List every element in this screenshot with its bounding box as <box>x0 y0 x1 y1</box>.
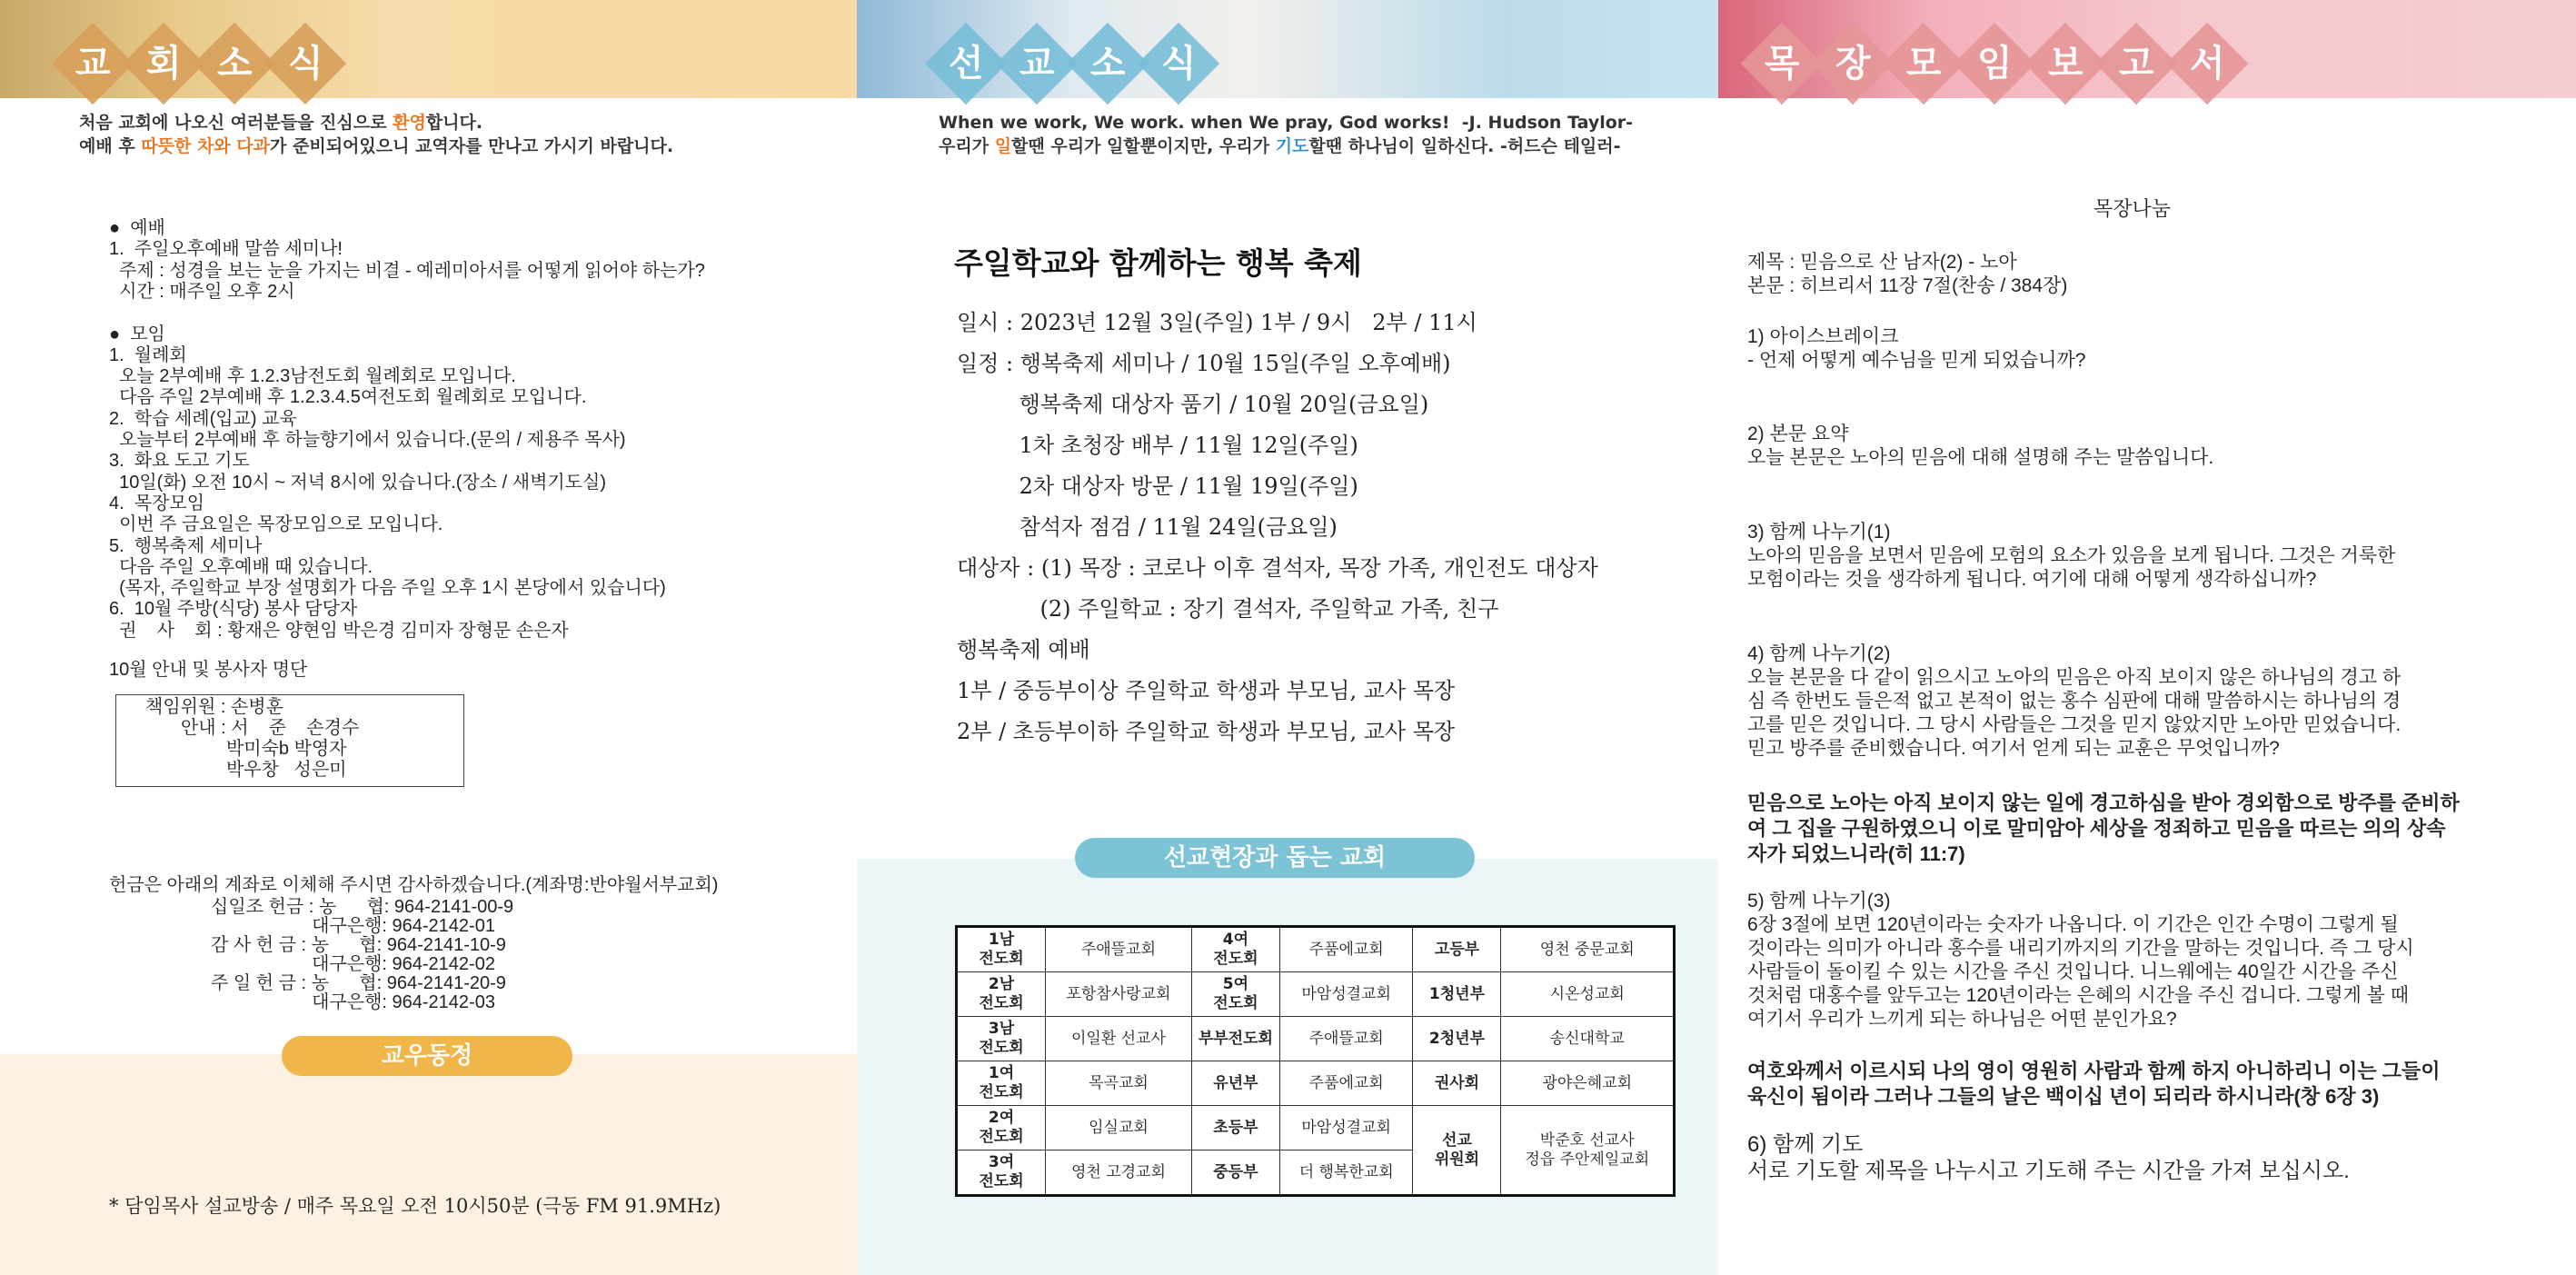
table-cell: 3여 전도회 <box>957 1150 1046 1196</box>
discussion-line: 3) 함께 나누기(1) <box>1747 522 1891 543</box>
announcement-line: 3. 화요 도고 기도 <box>109 451 250 472</box>
announcement-line: 이번 주 금요일은 목장모임으로 모입니다. <box>109 514 443 535</box>
announcement-line: (목자, 주일학교 부장 설명회가 다음 주일 오후 1시 본당에서 있습니다) <box>109 578 666 599</box>
festival-line: 2부 / 초등부이하 주일학교 학생과 부모님, 교사 목장 <box>957 719 1456 744</box>
cell-report-banner <box>1718 0 2576 98</box>
festival-line: 행복축제 예배 <box>957 637 1090 662</box>
volunteer-title: 10월 안내 및 봉사자 명단 <box>109 660 308 680</box>
scripture-verse-line: 믿음으로 노아는 아직 보이지 않는 일에 경고하심을 받아 경외함으로 방주를 준비하 <box>1747 792 2460 814</box>
table-cell: 2남 전도회 <box>957 972 1046 1017</box>
banner-title: 교 회 소 식 <box>64 35 334 93</box>
discussion-line: 모험이라는 것을 생각하게 됩니다. 여기에 대해 어떻게 생각하십니까? <box>1747 569 2317 590</box>
volunteer-line: 책임위원 : 손병훈 <box>145 697 283 717</box>
table-cell: 고등부 <box>1413 927 1501 972</box>
offering-intro: 헌금은 아래의 계좌로 이체해 주시면 감사하겠습니다.(계좌명:반야월서부교회) <box>109 875 719 895</box>
table-row <box>957 1061 1675 1106</box>
volunteer-line: 안내 : 서 준 손경수 <box>145 718 360 738</box>
discussion-line: 6장 3절에 보면 120년이라는 숫자가 나옵니다. 이 기간은 인간 수명이 그렇게 될 <box>1747 914 2399 935</box>
welcome-line: 처음 교회에 나오신 여러분들을 진심으로 환영합니다. <box>79 113 483 133</box>
announcement-line: ● 예배 <box>109 218 165 238</box>
table-cell: 마암성결교회 <box>1279 1106 1413 1150</box>
table-cell: 초등부 <box>1191 1106 1279 1150</box>
table-cell: 선교 위원회 <box>1413 1106 1501 1196</box>
church-news-panel <box>0 0 857 1275</box>
festival-line: (2) 주일학교 : 장기 결석자, 주일학교 가족, 친구 <box>957 596 1499 622</box>
table-cell: 이일환 선교사 <box>1046 1017 1192 1061</box>
cell-report-panel <box>1718 0 2576 1275</box>
announcement-line: 10일(화) 오전 10시 ~ 저녁 8시에 있습니다.(장소 / 새벽기도실) <box>109 472 607 493</box>
discussion-line: 것처럼 대홍수를 앞두고는 120년이라는 은혜의 시간을 주신 겁니다. 그렇게 볼 때 <box>1747 985 2410 1006</box>
festival-line: 참석자 점검 / 11월 24일(금요일) <box>957 514 1338 540</box>
scripture-verse-line: 자가 되었느니라(히 11:7) <box>1747 842 1965 865</box>
offering-line: 감 사 헌 금 : 농 협: 964-2141-10-9 <box>211 935 506 955</box>
discussion-line: 것이라는 의미가 아니라 홍수를 내리기까지의 기간을 말하는 것입니다. 즉 그 당시 <box>1747 938 2414 959</box>
table-cell: 영천 고경교회 <box>1046 1150 1192 1196</box>
table-row <box>957 927 1675 972</box>
banner-title: 선 교 소 식 <box>937 35 1208 93</box>
festival-line: 1부 / 중등부이상 주일학교 학생과 부모님, 교사 목장 <box>957 678 1456 703</box>
mission-news-panel <box>857 0 1718 1275</box>
table-cell: 더 행복한교회 <box>1279 1150 1413 1196</box>
offering-line: 대구은행: 964-2142-03 <box>211 992 495 1012</box>
table-cell: 4여 전도회 <box>1191 927 1279 972</box>
table-cell: 광야은혜교회 <box>1501 1061 1675 1106</box>
bottom-band <box>0 1054 857 1275</box>
discussion-line: 고를 믿은 것입니다. 그 당시 사람들은 그것을 믿지 않았지만 노아만 믿었습니다. <box>1747 714 2402 735</box>
table-cell: 1여 전도회 <box>957 1061 1046 1106</box>
table-cell: 송신대학교 <box>1501 1017 1675 1061</box>
festival-line: 대상자 : (1) 목장 : 코로나 이후 결석자, 목장 가족, 개인전도 대상자 <box>957 555 1598 581</box>
table-cell: 영천 중문교회 <box>1501 927 1675 972</box>
table-cell: 주애뜰교회 <box>1046 927 1192 972</box>
discussion-line: 믿고 방주를 준비했습니다. 여기서 얻게 되는 교훈은 무엇입니까? <box>1747 738 2280 759</box>
table-cell: 포항참사랑교회 <box>1046 972 1192 1017</box>
discussion-line: 오늘 본문을 다 같이 읽으시고 노아의 믿음은 아직 보이지 않은 하나님의 경고 하 <box>1747 667 2402 688</box>
offering-line: 대구은행: 964-2142-02 <box>211 954 495 974</box>
discussion-line: 사람들이 돌이킬 수 있는 시간을 주신 것입니다. 니느웨에는 40일간 시간을 주신 <box>1747 961 2399 982</box>
festival-line: 행복축제 대상자 품기 / 10월 20일(금요일) <box>957 392 1429 417</box>
table-cell: 목곡교회 <box>1046 1061 1192 1106</box>
announcement-line: 오늘부터 2부예배 후 하늘향기에서 있습니다.(문의 / 제용주 목사) <box>109 430 626 450</box>
quote-english: When we work, We work. when We pray, God works! -J. Hudson Taylor- <box>939 113 1634 133</box>
announcement-line: 다음 주일 2부예배 후 1.2.3.4.5여전도회 월례회로 모입니다. <box>109 387 587 408</box>
scripture-verse-line: 여 그 집을 구원하였으니 이로 말미암아 세상을 정죄하고 믿음을 따르는 의의 상속 <box>1747 817 2446 840</box>
discussion-line: 1) 아이스브레이크 <box>1747 326 1899 347</box>
discussion-line: 4) 함께 나누기(2) <box>1747 643 1891 664</box>
table-cell: 3남 전도회 <box>957 1017 1046 1061</box>
announcement-line: 주제 : 성경을 보는 눈을 가지는 비결 - 예레미아서를 어떻게 읽어야 하는가? <box>109 260 705 281</box>
festival-line: 일정 : 행복축제 세미나 / 10월 15일(주일 오후예배) <box>957 351 1451 376</box>
quote-korean: 우리가 일할땐 우리가 일할뿐이지만, 우리가 기도할땐 하나님이 일하신다. -허드슨 테일러- <box>939 136 1621 156</box>
announcement-line: ● 모임 <box>109 324 165 344</box>
announcement-line: 권 사 회 : 황재은 양현임 박은경 김미자 장형문 손은자 <box>109 620 569 641</box>
sermon-text: 본문 : 히브리서 11장 7절(찬송 / 384장) <box>1747 275 2068 296</box>
discussion-line: 서로 기도할 제목을 나누시고 기도해 주는 시간을 가져 보십시오. <box>1747 1159 2350 1183</box>
table-cell: 1남 전도회 <box>957 927 1046 972</box>
discussion-line: 여기서 우리가 느끼게 되는 하나님은 어떤 분인가요? <box>1747 1009 2177 1030</box>
table-row <box>957 972 1675 1017</box>
table-cell: 시온성교회 <box>1501 972 1675 1017</box>
broadcast-notice: * 담임목사 설교방송 / 매주 목요일 오전 10시50분 (극동 FM 91.9MHz) <box>109 1195 721 1217</box>
discussion-line: 5) 함께 나누기(3) <box>1747 891 1891 911</box>
festival-title: 주일학교와 함께하는 행복 축제 <box>954 245 1362 281</box>
supporting-churches-table <box>955 925 1676 1197</box>
table-cell: 임실교회 <box>1046 1106 1192 1150</box>
offering-line: 대구은행: 964-2142-01 <box>211 916 495 936</box>
festival-line: 일시 : 2023년 12월 3일(주일) 1부 / 9시 2부 / 11시 <box>957 310 1477 335</box>
festival-line: 2차 대상자 방문 / 11월 19일(주일) <box>957 473 1358 499</box>
scripture-verse-line: 여호와께서 이르시되 나의 영이 영원히 사람과 함께 하지 아니하리니 이는 그들이 <box>1747 1060 2441 1082</box>
offering-line: 십일조 헌금 : 농 협: 964-2141-00-9 <box>211 897 514 917</box>
announcement-line: 다음 주일 오후예배 때 있습니다. <box>109 556 373 577</box>
sermon-title: 제목 : 믿음으로 산 남자(2) - 노아 <box>1747 252 2017 273</box>
announcement-line: 5. 행복축제 세미나 <box>109 535 263 556</box>
discussion-line: 심 즉 한번도 들은적 없고 본적이 없는 홍수 심판에 대해 말씀하시는 하나님의 경 <box>1747 691 2402 712</box>
table-cell: 2청년부 <box>1413 1017 1501 1061</box>
table-cell: 5여 전도회 <box>1191 972 1279 1017</box>
table-cell: 마암성결교회 <box>1279 972 1413 1017</box>
festival-line: 1차 초청장 배부 / 11월 12일(주일) <box>957 433 1358 458</box>
refreshment-line: 예배 후 따뜻한 차와 다과가 준비되어있으니 교역자를 만나고 가시기 바랍니다. <box>79 136 674 156</box>
church-news-banner <box>0 0 857 98</box>
member-news-ribbon: 교우동정 <box>282 1036 572 1076</box>
cell-heading: 목장나눔 <box>2094 197 2172 220</box>
announcement-line: 6. 10월 주방(식당) 봉사 담당자 <box>109 599 358 620</box>
announcement-line: 2. 학습 세례(입교) 교육 <box>109 408 297 429</box>
table-cell: 부부전도회 <box>1191 1017 1279 1061</box>
mission-news-banner <box>857 0 1718 98</box>
discussion-line: 2) 본문 요약 <box>1747 423 1849 444</box>
table-cell: 주품에교회 <box>1279 1061 1413 1106</box>
table-cell: 권사회 <box>1413 1061 1501 1106</box>
discussion-line: - 언제 어떻게 예수님을 믿게 되었습니까? <box>1747 350 2086 371</box>
table-row <box>957 1106 1675 1150</box>
volunteer-line: 박미숙b 박영자 <box>145 739 347 759</box>
discussion-line: 노아의 믿음을 보면서 믿음에 모험의 요소가 있음을 보게 됩니다. 그것은 거룩한 <box>1747 545 2396 566</box>
discussion-line: 오늘 본문은 노아의 믿음에 대해 설명해 주는 말씀입니다. <box>1747 447 2214 468</box>
table-row <box>957 1017 1675 1061</box>
table-cell: 주애뜰교회 <box>1279 1017 1413 1061</box>
table-cell: 1청년부 <box>1413 972 1501 1017</box>
table-cell: 주품에교회 <box>1279 927 1413 972</box>
scripture-verse-line: 육신이 됨이라 그러나 그들의 날은 백이십 년이 되리라 하시니라(창 6장 3) <box>1747 1085 2380 1108</box>
announcement-line: 시간 : 매주일 오후 2시 <box>109 281 295 302</box>
table-cell: 중등부 <box>1191 1150 1279 1196</box>
announcement-line: 1. 주일오후예배 말씀 세미나! <box>109 239 343 260</box>
table-cell: 2여 전도회 <box>957 1106 1046 1150</box>
banner-title: 목 장 모 임 보 고 서 <box>1753 35 2236 93</box>
table-cell: 박준호 선교사 정읍 주안제일교회 <box>1501 1106 1675 1196</box>
announcement-line: 4. 목장모임 <box>109 493 205 513</box>
announcement-line: 1. 월례회 <box>109 344 187 365</box>
table-cell: 유년부 <box>1191 1061 1279 1106</box>
supporting-churches-ribbon: 선교현장과 돕는 교회 <box>1075 838 1475 878</box>
discussion-line: 6) 함께 기도 <box>1747 1132 1864 1157</box>
announcement-line: 오늘 2부예배 후 1.2.3남전도회 월례회로 모입니다. <box>109 366 516 387</box>
volunteer-line: 박우창 성은미 <box>145 760 347 780</box>
offering-line: 주 일 헌 금 : 농 협: 964-2141-20-9 <box>211 973 506 993</box>
